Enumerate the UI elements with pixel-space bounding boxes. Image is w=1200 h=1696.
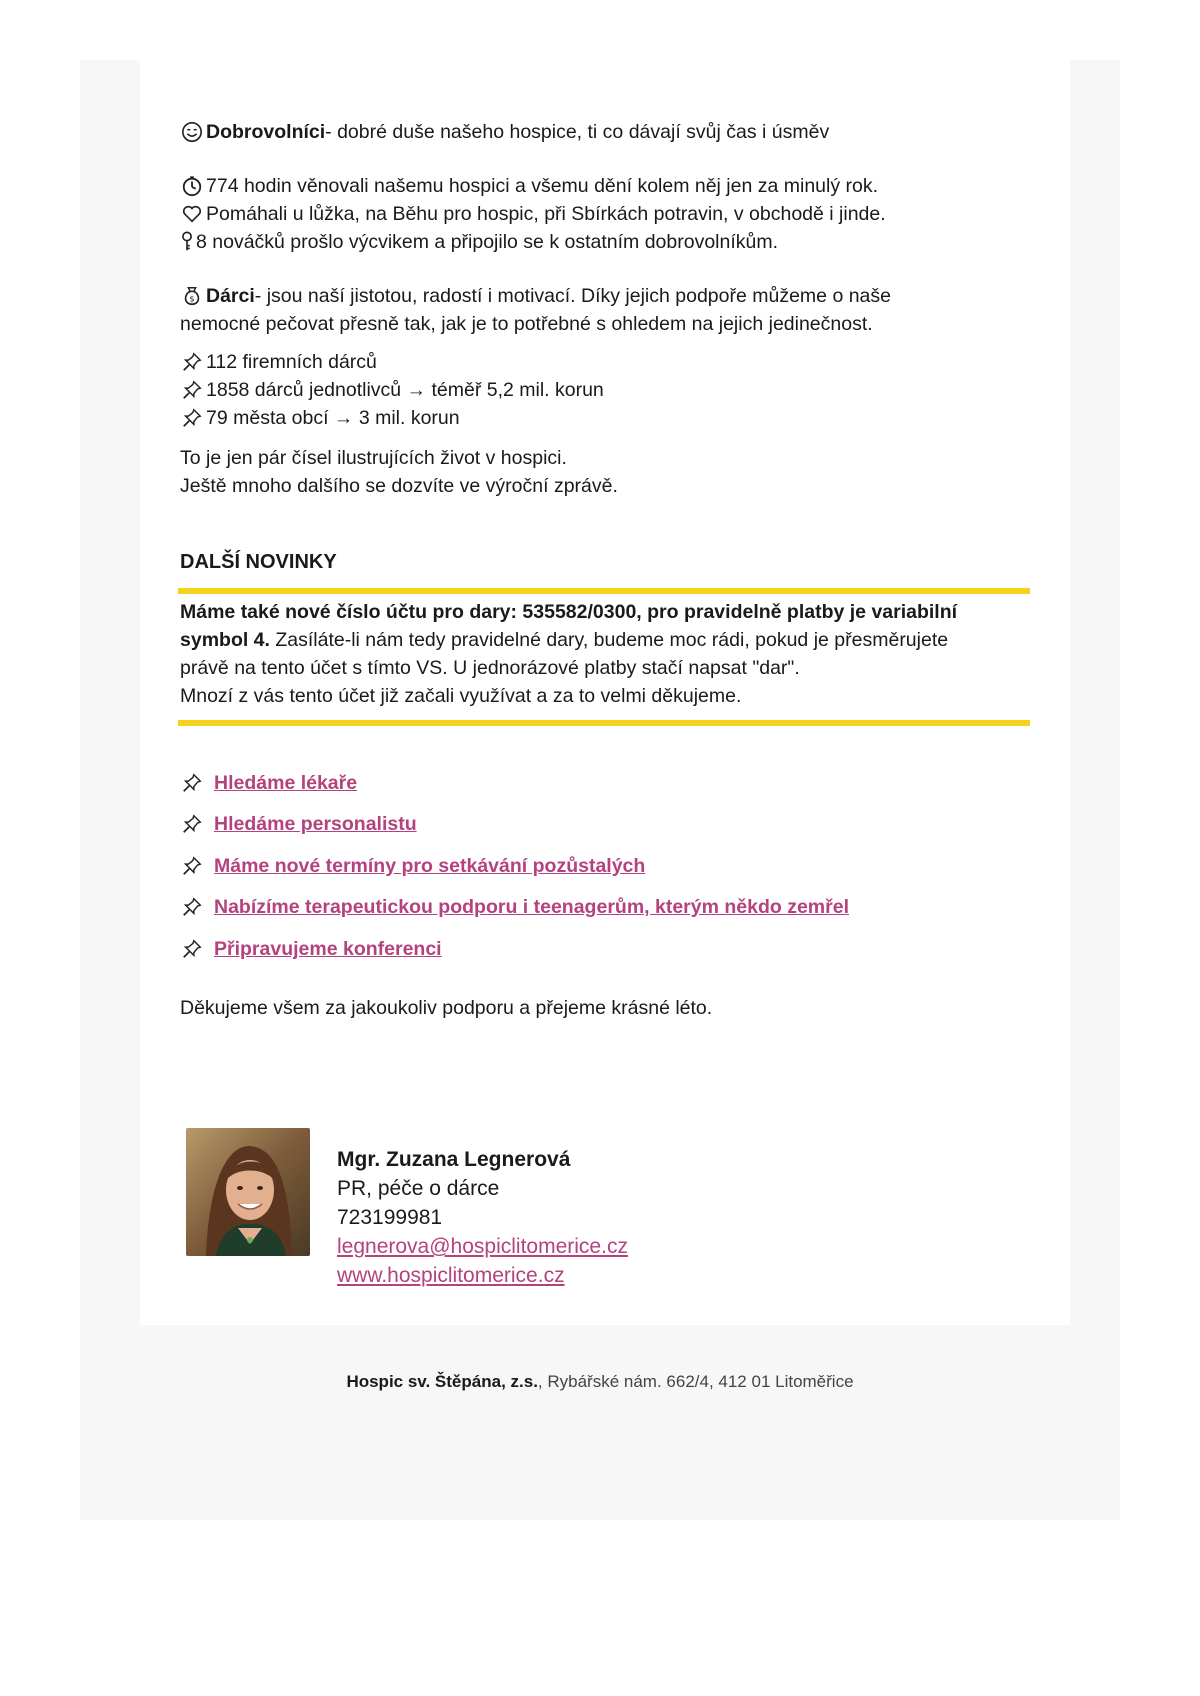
account-line-2: [180, 626, 1040, 654]
news-link-item: [180, 928, 1040, 970]
pushpin-icon: [180, 895, 204, 919]
donors-line2: nemocné pečovat přesně tak, jak je to potřebné s ohledem na jejich jedinečnost.: [180, 313, 873, 335]
volunteers-hours: [180, 172, 1040, 200]
link-hledame-personalistu[interactable]: Hledáme personalistu: [214, 813, 417, 836]
volunteers-hours-text: 774 hodin věnovali našemu hospici a všemu dění kolem něj jen za minulý rok.: [206, 175, 879, 197]
donors-heading: [180, 282, 1040, 310]
pushpin-icon: [180, 854, 204, 878]
signature-block: [186, 1128, 628, 1290]
donors-title: Dárci: [206, 285, 255, 307]
footer-address: , Rybářské nám. 662/4, 412 01 Litoměřice: [537, 1372, 854, 1391]
thanks-text: Děkujeme všem za jakoukoliv podporu a přejeme krásné léto.: [180, 996, 713, 1019]
pushpin-icon: [180, 812, 204, 836]
volunteers-title-rest: - dobré duše našeho hospice, ti co dávají svůj čas i úsměv: [325, 121, 830, 143]
volunteers-help: [180, 200, 1040, 228]
volunteers-help-text: Pomáhali u lůžka, na Běhu pro hospic, při Sbírkách potravin, v obchodě i jinde.: [206, 203, 886, 225]
donors-item-text: 1858 dárců jednotlivců → téměř 5,2 mil. korun: [206, 379, 604, 401]
account-line-1: Máme také nové číslo účtu pro dary: 535582/0300, pro pravidelně platby je variabilní: [180, 601, 958, 623]
pushpin-icon: [180, 771, 204, 795]
news-link-item: [180, 762, 1040, 804]
svg-text:$: $: [189, 293, 195, 304]
signature-email-link[interactable]: legnerova@hospiclitomerice.cz: [337, 1235, 628, 1258]
pushpin-icon: [180, 350, 204, 374]
news-heading: DALŠÍ NOVINKY: [180, 551, 337, 573]
signature-web-link[interactable]: www.hospiclitomerice.cz: [337, 1264, 565, 1287]
portrait-photo: [186, 1128, 310, 1256]
pushpin-icon: [180, 378, 204, 402]
signature-text: [337, 1145, 628, 1290]
volunteers-new: [180, 228, 1040, 256]
money-bag-icon: [180, 284, 204, 308]
link-setkavani-pozustalych[interactable]: Máme nové termíny pro setkávání pozůstalých: [214, 854, 646, 877]
news-link-item: [180, 804, 1040, 846]
link-konference[interactable]: Připravujeme konferenci: [214, 937, 442, 960]
link-hledame-lekare[interactable]: Hledáme lékaře: [214, 771, 358, 794]
link-podpora-teenageru[interactable]: Nabízíme terapeutickou podporu i teenagerům, kterým někdo zemřel: [214, 896, 849, 919]
key-icon: [180, 230, 194, 254]
smiley-icon: [180, 120, 204, 144]
heart-icon: [180, 202, 204, 226]
donors-item: [180, 404, 1040, 432]
signature-phone: 723199981: [337, 1206, 443, 1229]
donors-item-text: 79 města obcí → 3 mil. korun: [206, 407, 460, 429]
pushpin-icon: [180, 937, 204, 961]
account-rest: Zasíláte-li nám tedy pravidelné dary, budeme moc rádi, pokud je přesměrujete: [269, 629, 949, 651]
stopwatch-icon: [180, 174, 204, 198]
donors-outro-1: To je jen pár čísel ilustrujících život v hospici.: [180, 447, 567, 469]
footer-org: Hospic sv. Štěpána, z.s.: [346, 1372, 538, 1391]
donors-outro-2: Ještě mnoho dalšího se dozvíte ve výroční zprávě.: [180, 475, 618, 497]
volunteers-new-text: 8 nováčků prošlo výcvikem a připojilo se k ostatním dobrovolníkům.: [196, 231, 779, 253]
news-link-item: [180, 887, 1040, 929]
volunteers-title: Dobrovolníci: [206, 121, 326, 143]
footer: [0, 1372, 1200, 1392]
donors-item: [180, 376, 1040, 404]
account-notice: [180, 594, 1040, 710]
newsletter-content: [180, 118, 1040, 1022]
yellow-divider-bottom: [178, 720, 1030, 726]
donors-item: [180, 348, 1040, 376]
volunteers-heading: [180, 118, 1040, 146]
donors-title-rest: - jsou naší jistotou, radostí i motivací. Díky jejich podpoře můžeme o naše: [254, 285, 891, 307]
account-symbol: symbol 4.: [180, 629, 270, 651]
news-link-item: [180, 845, 1040, 887]
signature-name: Mgr. Zuzana Legnerová: [337, 1148, 571, 1171]
account-line-4: Mnozí z vás tento účet již začali využívat a za to velmi děkujeme.: [180, 685, 742, 707]
donors-item-text: 112 firemních dárců: [206, 351, 377, 373]
news-links: [180, 762, 1040, 970]
signature-role: PR, péče o dárce: [337, 1177, 500, 1200]
pushpin-icon: [180, 406, 204, 430]
account-line-3: právě na tento účet s tímto VS. U jednorázové platby stačí napsat "dar".: [180, 657, 800, 679]
